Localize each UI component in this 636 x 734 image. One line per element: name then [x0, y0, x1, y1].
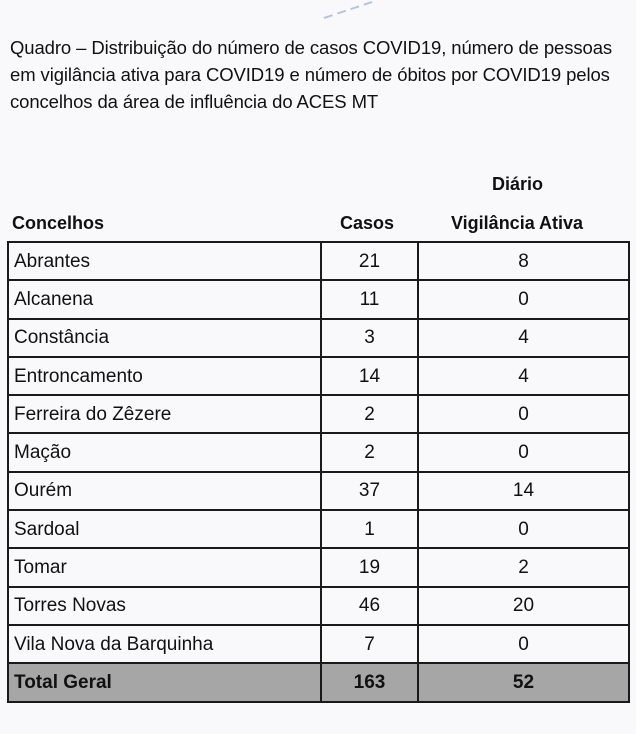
header-vigilancia-ativa: Vigilância Ativa	[451, 213, 584, 233]
cell-casos: 7	[321, 625, 418, 663]
cell-concelho: Ourém	[8, 472, 321, 510]
cell-vigilancia: 0	[418, 433, 629, 471]
table-row	[8, 625, 629, 663]
cell-casos: 21	[321, 242, 418, 280]
table-row	[8, 587, 629, 625]
cell-concelho: Ferreira do Zêzere	[8, 395, 321, 433]
cell-concelho: Mação	[8, 433, 321, 471]
table-row	[8, 510, 629, 548]
cell-casos: 19	[321, 548, 418, 586]
cell-vigilancia: 2	[418, 548, 629, 586]
cell-casos: 46	[321, 587, 418, 625]
cell-concelho: Sardoal	[8, 510, 321, 548]
cell-concelho: Vila Nova da Barquinha	[8, 625, 321, 663]
cell-casos: 37	[321, 472, 418, 510]
table-row	[8, 280, 629, 318]
cell-concelho: Constância	[8, 319, 321, 357]
cell-vigilancia: 4	[418, 319, 629, 357]
total-label: Total Geral	[8, 663, 321, 701]
cell-concelho: Entroncamento	[8, 357, 321, 395]
table-row	[8, 433, 629, 471]
cell-vigilancia: 0	[418, 280, 629, 318]
table-row	[8, 472, 629, 510]
cell-vigilancia: 4	[418, 357, 629, 395]
header-diario: Diário	[492, 174, 544, 194]
cell-concelho: Torres Novas	[8, 587, 321, 625]
cell-casos: 1	[321, 510, 418, 548]
cell-casos: 2	[321, 433, 418, 471]
cell-vigilancia: 20	[418, 587, 629, 625]
cell-concelho: Tomar	[8, 548, 321, 586]
cell-casos: 3	[321, 319, 418, 357]
cell-casos: 11	[321, 280, 418, 318]
table-caption: Quadro – Distribuição do número de casos COVID19, número de pessoas em vigilância ativa para COVID19 e número de óbitos por COVID19 pelos concelhos da área de influência do ACES MT	[10, 37, 613, 112]
cell-concelho: Alcanena	[8, 280, 321, 318]
cell-concelho: Abrantes	[8, 242, 321, 280]
table-row	[8, 548, 629, 586]
total-row	[8, 663, 629, 701]
cell-vigilancia: 0	[418, 510, 629, 548]
table-row	[8, 357, 629, 395]
cell-vigilancia: 14	[418, 472, 629, 510]
cell-vigilancia: 0	[418, 395, 629, 433]
cell-vigilancia: 0	[418, 625, 629, 663]
cell-vigilancia: 8	[418, 242, 629, 280]
cases-table	[7, 241, 630, 703]
table-row	[8, 395, 629, 433]
table-row	[8, 319, 629, 357]
header-casos: Casos	[340, 213, 395, 233]
cell-casos: 14	[321, 357, 418, 395]
cell-casos: 2	[321, 395, 418, 433]
decorative-dashed-line	[320, 0, 380, 20]
total-vigilancia: 52	[418, 663, 629, 701]
total-casos: 163	[321, 663, 418, 701]
header-concelhos: Concelhos	[12, 213, 105, 233]
table-row	[8, 242, 629, 280]
